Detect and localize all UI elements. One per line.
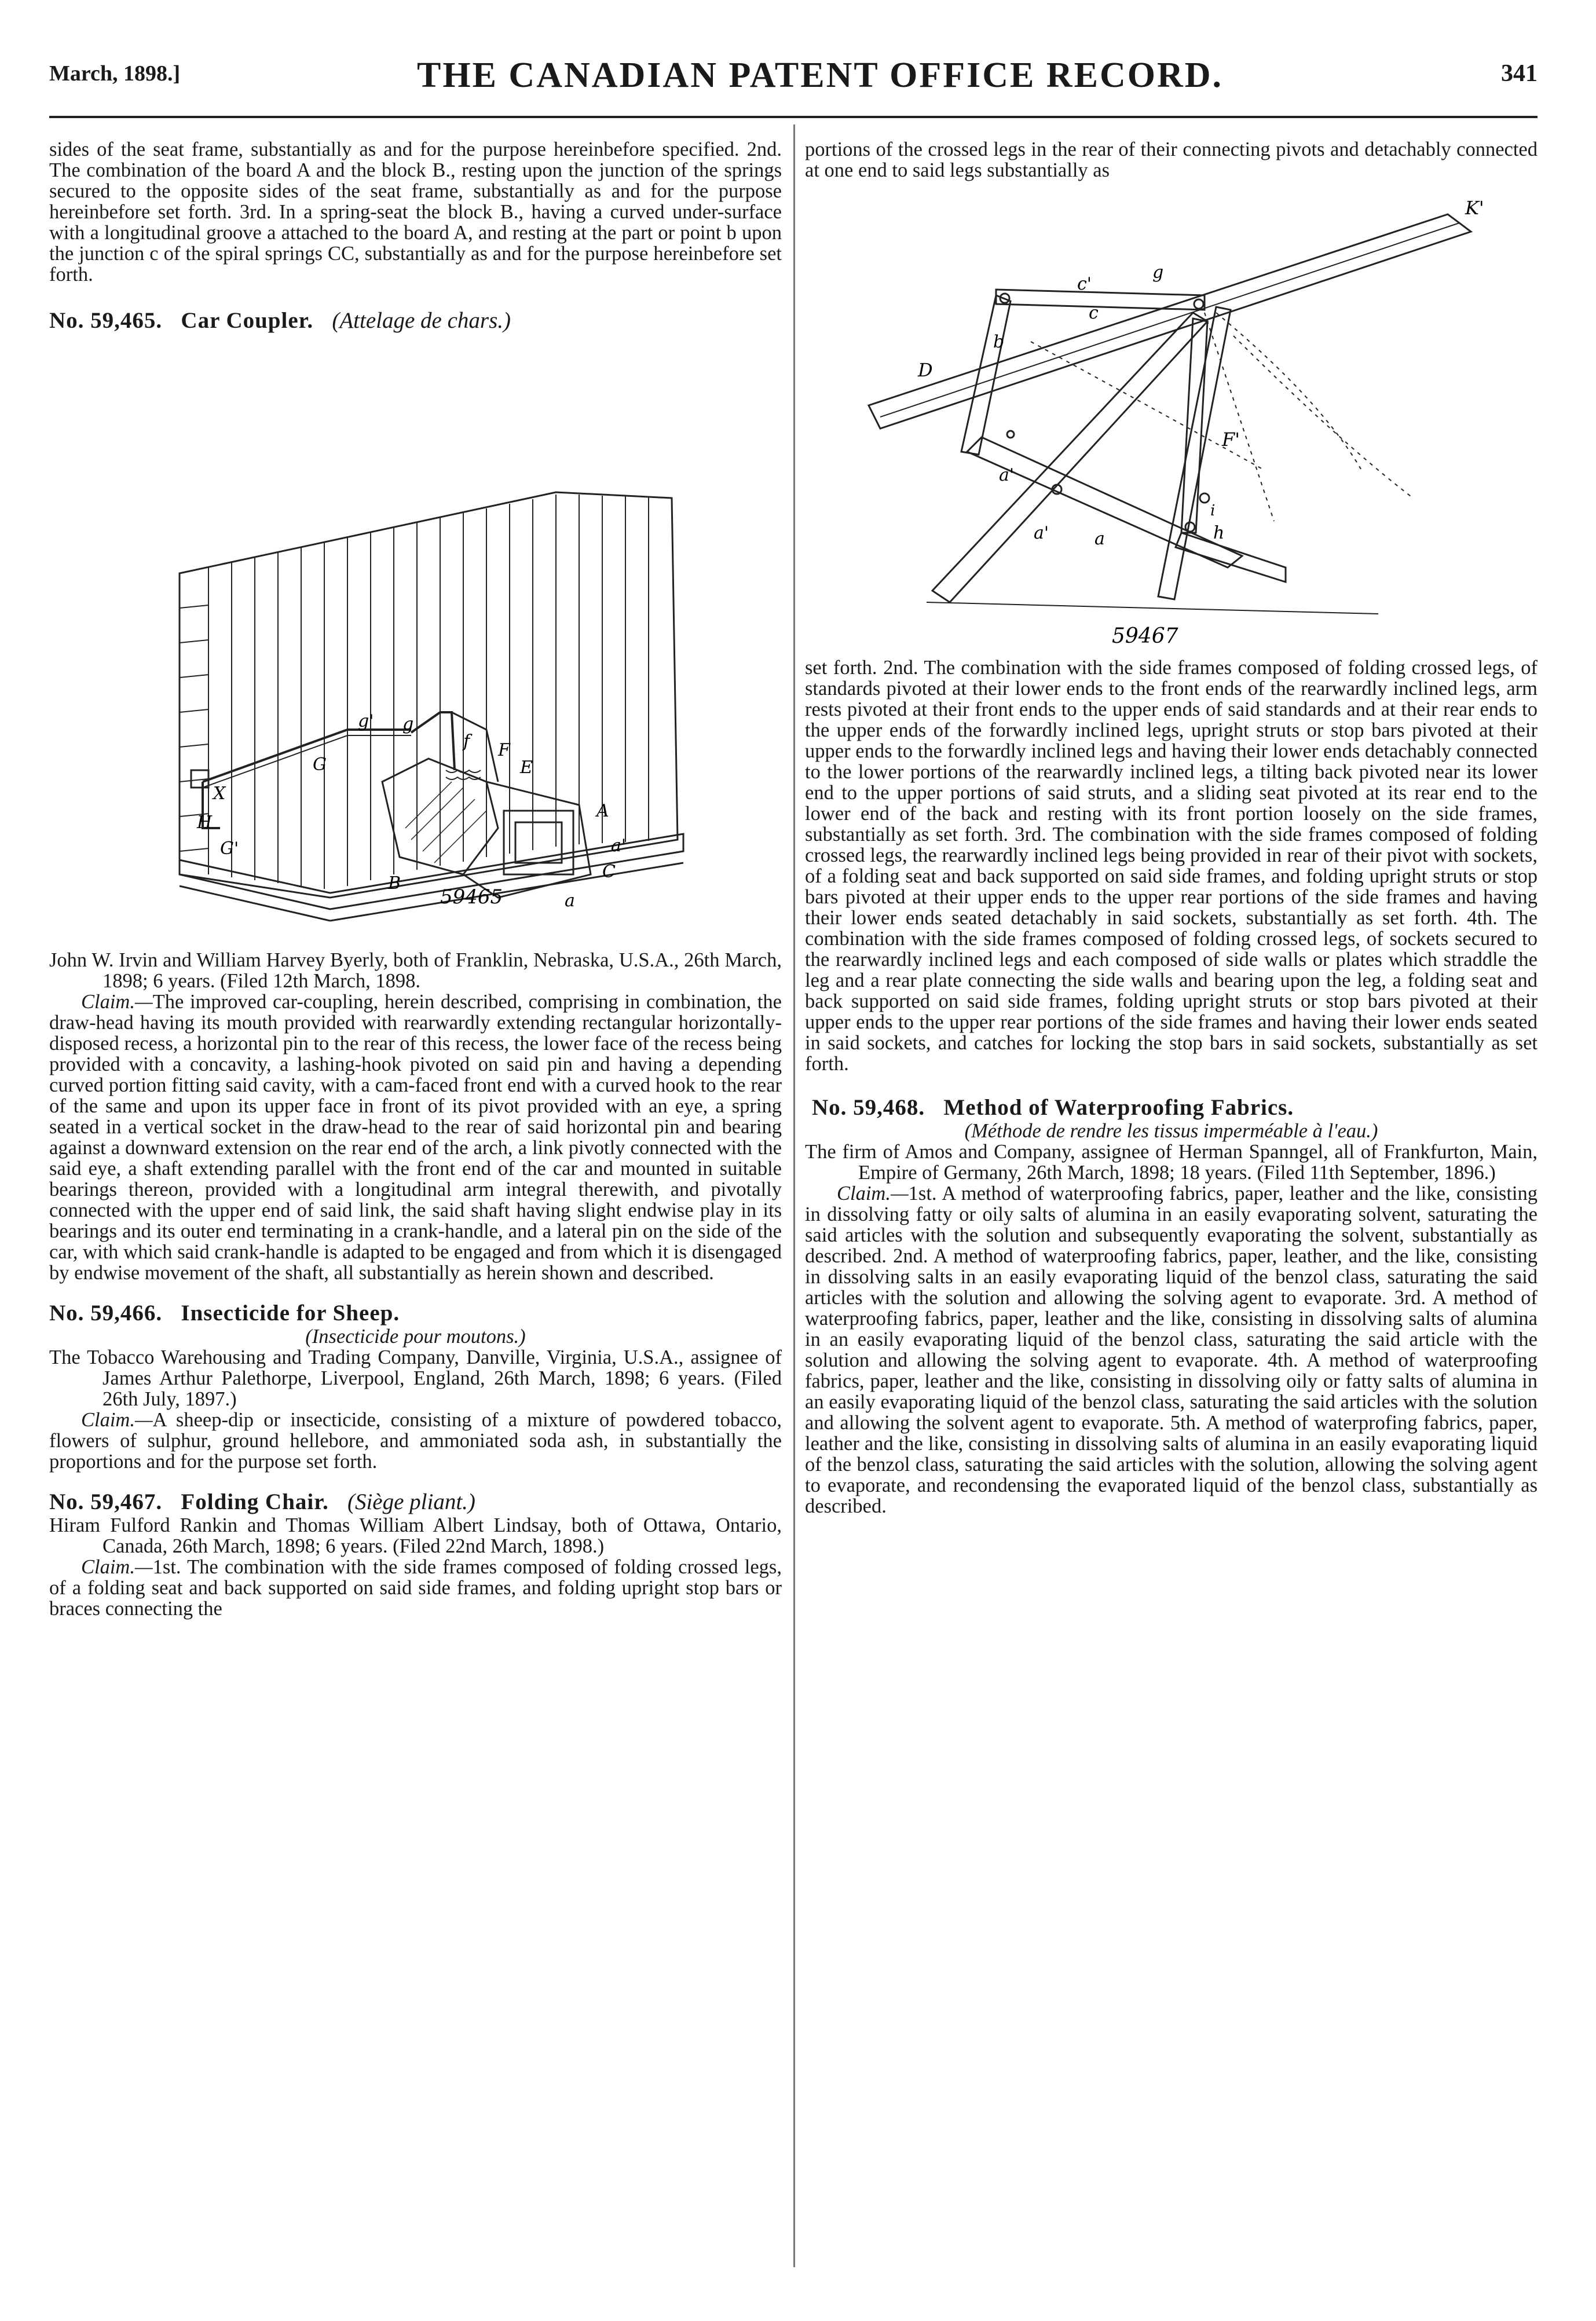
right-column-bottom	[805, 657, 1538, 1517]
page-header	[49, 55, 1538, 101]
entry-59466-inventors: The Tobacco Warehousing and Trading Company, Danville, Virginia, U.S.A., assignee of James Arthur Palethorpe, Liverpool, England, 26th March, 1898; 6 years. (Filed 26th July, 1897.)	[49, 1346, 782, 1410]
entry-59465-claim	[49, 991, 782, 1283]
entry-french-title: (Attelage de chars.)	[332, 308, 511, 333]
entry-title: Method of Waterproofing Fabrics.	[943, 1095, 1294, 1120]
label-c: C	[602, 862, 616, 882]
label-i: i	[1210, 502, 1216, 519]
left-column-bottom	[49, 950, 782, 1619]
left-column-top	[49, 139, 782, 334]
entry-title: Car Coupler.	[181, 308, 314, 333]
entry-number: No. 59,465.	[49, 308, 163, 333]
label-a-prime-upper: a'	[999, 465, 1015, 485]
car-coupler-figure	[139, 457, 718, 944]
continued-claim-text: portions of the crossed legs in the rear of their connecting pivots and detachably connected at one end to said legs substantially as	[805, 138, 1538, 181]
claim-text: 1st. A method of waterproofing fabrics, paper, leather and the like, consisting in dissolving fatty or oily salts of alumina in an easily evaporating solvent, saturating the said articles with the solution and subsequently evaporating the solvent, substantially as described. 2nd. A method of waterproofing fabrics, paper, leather, and the like, consisting in dissolving salts in an easily evaporating liquid of the benzol class, saturating the said articles with the solution and allowing the solving agent to evaporate. 3rd. A method of waterproofing fabrics, paper, leather and the like, consisting in dissolving salts of alumina in an easily evaporating liquid of the benzol class, saturating the said article with the solution and allowing the solving agent to evaporate. 4th. A method of waterproofing fabrics, paper, leather and the like, consisting in dissolving oily or fatty salts of alumina in an easily evaporating liquid of the benzol class, saturating the said articles with the solution and allowing the solvent agent to evaporate. 5th. A method of waterprofing fabrics, paper, leather and the like, consisting in dissolving salts of alumina in an easily evaporating liquid of the benzol class, saturating the said articles with the solution, allowing the solving agent to evaporate, and recondensing the evaporated liquid of the benzol class, substantially as described.	[805, 1183, 1538, 1517]
claim-label: Claim.—	[81, 1556, 153, 1578]
entry-french-title: (Siège pliant.)	[347, 1489, 475, 1514]
claim-text: The improved car-coupling, herein described, comprising in combination, the draw-head having its mouth provided with rearwardly extending rectangular horizontally-disposed recess, a horizontal pin to the rear of this recess, the lower face of the recess being provided with a concavity, a lashing-hook pivoted on said pin and having a depending curved portion fitting said cavity, with a cam-faced front end with a curved hook to the rear of the same and upon its upper face in front of its pivot provided with an eye, a spring seated in a vertical socket in the draw-head to the rear of said horizontal pin and bearing against a downward extension on the rear end of the arch, a link pivotly connected with the said eye, a shaft extending parallel with the front end of the car and mounted in suitable bearings thereon, provided with a longitudinal arm integral therewith, and pivotally connected with the upper end of said link, the said shaft having slight endwise play in its bearings and its outer end terminating in a crank-handle, and a lateral pin on the side of the car, with which said crank-handle is adapted to be engaged and from which it is disengaged by endwise movement of the shaft, all substantially as herein shown and described.	[49, 991, 782, 1284]
label-h: H	[197, 812, 213, 833]
label-f-prime: F'	[1222, 429, 1240, 451]
claim-label: Claim.—	[81, 991, 153, 1013]
label-g-upper: G	[313, 755, 327, 775]
entry-59465-heading	[49, 308, 782, 334]
label-c: c	[1089, 303, 1099, 323]
continued-claim-text: set forth. 2nd. The combination with the side frames composed of folding crossed legs, of standards pivoted at their lower ends to the front ends of the rearwardly inclined legs, arm rests pivoted at their front ends to the upper ends of said standards and at their rear ends to the upper ends of the forwardly inclined legs, upright struts or stop bars pivoted at their upper ends to the forwardly inclined legs and having their lower ends detachably connected to the lower portions of the rearwardly inclined legs, a tilting back pivoted near its lower end to the upper portions of said struts, and a sliding seat pivoted at its rear end to the lower end of the back and resting with its front portion loosely on the side frames, substantially as set forth. 3rd. The combination with the side frames composed of folding crossed legs, the rearwardly inclined legs being provided in rear of their pivot with sockets, of a folding seat and back supported on said side frames, and folding upright struts or stop bars pivoted at their upper ends to the upper rear portions of the side frames and having their lower ends seated detachably in said sockets, substantially as set forth. 4th. The combination with the side frames composed of folding crossed legs, of sockets secured to the rearwardly inclined legs and each composed of side walls or plates which straddle the leg and a rear plate connecting the side walls and bearing upon the leg, a folding seat and back supported on said side frames, folding upright struts or stop bars pivoted at their upper ends to the upper rear portions of the side frames and having their lower ends seated in said sockets, and catches for locking the stop bars in said sockets, substantially as set forth.	[805, 657, 1538, 1075]
label-a-prime-lower: a'	[1034, 523, 1049, 543]
label-a: a	[1094, 529, 1105, 549]
label-b: B	[388, 873, 401, 894]
claim-label: Claim.—	[837, 1183, 909, 1205]
entry-french-title: (Méthode de rendre les tissus imperméable à l'eau.)	[964, 1120, 1378, 1142]
entry-59466-heading	[49, 1301, 782, 1326]
entry-number: No. 59,467.	[49, 1489, 163, 1514]
label-a-upper: A	[596, 801, 609, 821]
claim-text: 1st. The combination with the side frames composed of folding crossed legs, of a folding seat and back supported on said side frames, and folding upright stop bars or braces connecting the	[49, 1556, 782, 1620]
label-g: g	[1152, 262, 1164, 283]
continued-claim-text: sides of the seat frame, substantially as and for the purpose hereinbefore specified. 2nd. The combination of the board A and the block B., resting upon the junction of the springs secured to the opposite sides of the seat frame, substantially as and for the purpose hereinbefore set forth. 3rd. In a spring-seat the block B., having a curved under-surface with a longitudinal groove a attached to the board A, and resting at the part or point b upon the junction c of the spiral springs CC, substantially as and for the purpose hereinbefore set forth.	[49, 138, 782, 285]
figure-number-59465: 59465	[440, 885, 503, 909]
entry-number: No. 59,468.	[812, 1095, 925, 1120]
entry-59467-claim	[49, 1557, 782, 1619]
label-g-lower-prime: g'	[358, 711, 374, 731]
entry-59468-heading	[805, 1095, 1538, 1121]
claim-label: Claim.—	[81, 1409, 153, 1431]
right-column-top	[805, 139, 1538, 181]
column-divider	[793, 125, 795, 2267]
entry-59468-inventors: The firm of Amos and Company, assignee of Herman Spanngel, all of Frankfurton, Main, Empire of Germany, 26th March, 1898; 18 years. (Filed 11th September, 1896.)	[805, 1141, 1538, 1184]
label-d: D	[918, 359, 933, 381]
entry-59465-inventors: John W. Irvin and William Harvey Byerly, both of Franklin, Nebraska, U.S.A., 26th March, 1898; 6 years. (Filed 12th March, 1898.	[49, 949, 782, 992]
entry-number: No. 59,466.	[49, 1301, 163, 1326]
label-c-prime: c'	[1077, 274, 1092, 294]
label-f-lower: f	[463, 731, 470, 752]
label-g-prime: G'	[220, 839, 239, 859]
issue-date: March, 1898.]	[49, 61, 181, 86]
claim-text: A sheep-dip or insecticide, consisting of a mixture of powdered tobacco, flowers of sulphur, ground hellebore, and ammoniated soda ash, in substantially the proportions and for the purpose set forth.	[49, 1409, 782, 1473]
figure-number-59467: 59467	[1112, 624, 1178, 648]
label-h: h	[1213, 523, 1225, 543]
folding-chair-figure	[857, 197, 1517, 649]
label-k-prime: K'	[1465, 197, 1484, 219]
label-e: E	[520, 757, 533, 778]
label-g-lower: g	[402, 714, 414, 734]
page-number: 341	[1501, 60, 1538, 87]
entry-title: Insecticide for Sheep.	[181, 1301, 400, 1326]
label-x: X	[213, 784, 226, 804]
entry-french-title: (Insecticide pour moutons.)	[305, 1326, 526, 1348]
label-a-lower: a	[565, 891, 575, 911]
entry-59467-heading	[49, 1489, 782, 1515]
entry-title: Folding Chair.	[181, 1489, 329, 1514]
journal-title: THE CANADIAN PATENT OFFICE RECORD.	[417, 56, 1224, 95]
label-a-prime: a'	[611, 836, 627, 856]
entry-59467-inventors: Hiram Fulford Rankin and Thomas William Albert Lindsay, both of Ottawa, Ontario, Canada, 26th March, 1898; 6 years. (Filed 22nd March, 1898.)	[49, 1514, 782, 1557]
header-rule	[49, 116, 1538, 118]
entry-59468-claim	[805, 1183, 1538, 1517]
label-f-upper: F	[498, 740, 510, 760]
entry-59466-claim	[49, 1410, 782, 1472]
label-b: b	[993, 332, 1005, 352]
